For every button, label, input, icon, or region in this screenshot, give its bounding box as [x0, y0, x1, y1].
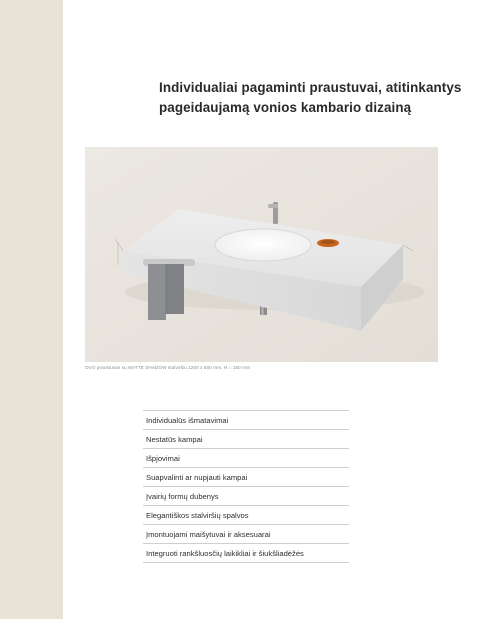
features-list	[143, 410, 349, 563]
list-item: Integruoti rankšluosčių laikikliai ir šiukšliadėžės	[143, 544, 349, 563]
list-item: Nestatūs kampai	[143, 430, 349, 449]
side-color-strip	[0, 0, 63, 619]
list-item: Elegantiškos stalviršių spalvos	[143, 506, 349, 525]
heading-line-1: Individualiai pagaminti praustuvai, atitinkantys	[159, 80, 462, 95]
list-item: Individualūs išmatavimai	[143, 411, 349, 430]
faucet-spout	[268, 204, 278, 208]
list-item: Įmontuojami maišytuvai ir aksesuarai	[143, 525, 349, 544]
list-item: Išpjovimai	[143, 449, 349, 468]
basin-bowl	[215, 229, 311, 261]
towel-left	[148, 264, 166, 320]
towel-right	[166, 264, 184, 314]
list-item: Suapvalinti ar nupjauti kampai	[143, 468, 349, 487]
heading-line-2: pageidaujamą vonios kambario dizainą	[159, 100, 412, 115]
list-item: Įvairių formų dubenys	[143, 487, 349, 506]
product-photo	[85, 147, 438, 362]
soap-dish-shade	[321, 240, 335, 244]
page-heading	[159, 78, 462, 118]
photo-caption: OVO praustuvas su MATTE SHADOW stalviršiu 1200 x 500 mm. H = 150 mm	[85, 365, 251, 370]
